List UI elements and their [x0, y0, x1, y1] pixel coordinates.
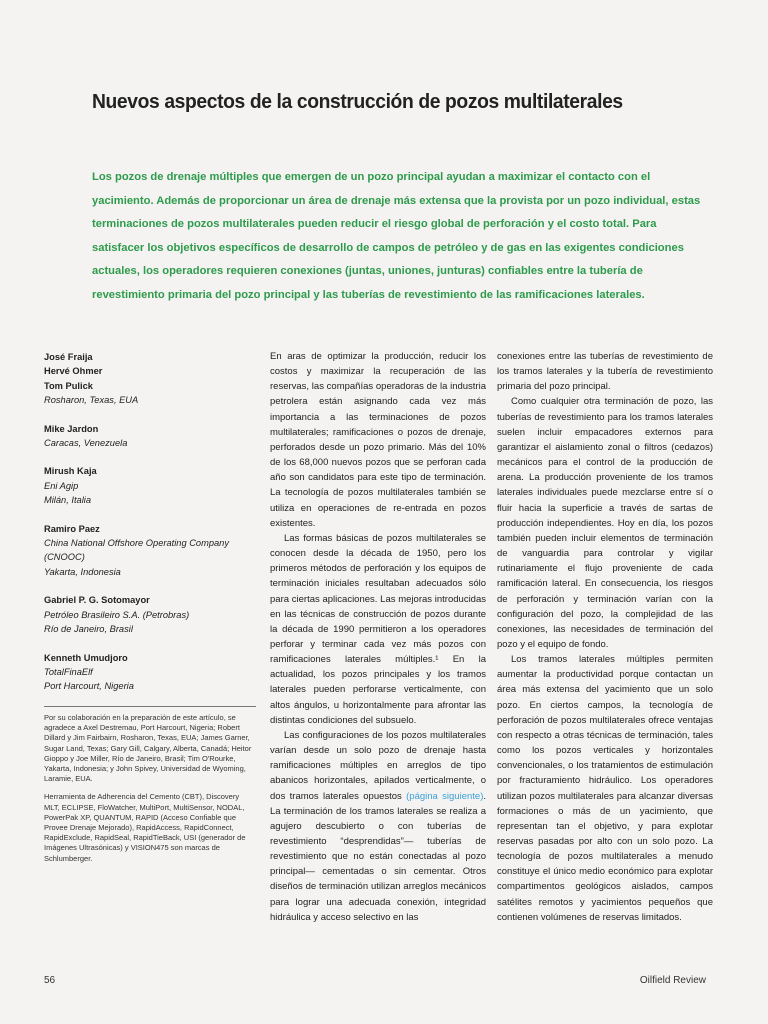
author-block: [44, 651, 256, 694]
acknowledgement-paragraph: Por su colaboración en la preparación de este artículo, se agradece a Axel Destremau, Port Harcourt, Nigeria; Robert Dillard y Jim Fairbairn, Rosharon, Texas, EUA; James Garner, Sugar Land, Texas; Gary Gill, Calgary, Alberta, Canadá; Heitor Gioppo y Joe Miller, Río de Janeiro, Brasil; Tim O'Rourke, Yakarta, Indonesia; y John Spivey, Universidad de Wyoming, Laramie, EUA.: [44, 713, 252, 784]
author-affiliation: Port Harcourt, Nigeria: [44, 681, 134, 692]
body-column-2: [270, 349, 486, 925]
publication-name: Oilfield Review: [639, 975, 706, 986]
body-column-3: [497, 349, 713, 925]
lead-paragraph: Los pozos de drenaje múltiples que emergen de un pozo principal ayudan a maximizar el contacto con el yacimiento. Además de proporcionar un área de drenaje más extensa que la provista por un pozo individual, estas terminaciones de pozos multilaterales pueden reducir el riesgo global de perforación y el costo total. Para satisfacer los objetivos específicos de desarrollo de campos de petróleo y de gas en las exigentes condiciones actuales, los operadores requieren conexiones (juntas, uniones, junturas) confiables entre la tubería de revestimiento primaria del pozo principal y las tuberías de revestimiento de las ramificaciones laterales.: [92, 171, 701, 301]
author-affiliation: Río de Janeiro, Brasil: [44, 624, 133, 635]
author-affiliation: Petróleo Brasileiro S.A. (Petrobras): [44, 609, 190, 620]
author-affiliation: Caracas, Venezuela: [44, 438, 128, 449]
author-name: Gabriel P. G. Sotomayor: [44, 595, 150, 606]
author-name: José Fraija: [44, 352, 93, 362]
author-name: Kenneth Umudjoro: [44, 652, 128, 663]
author-block: [44, 522, 256, 580]
article-title: Nuevos aspectos de la construcción de pozos multilaterales: [92, 90, 623, 113]
author-affiliation: China National Offshore Operating Company (CNOOC): [44, 538, 230, 563]
author-name: Hervé Ohmer: [44, 366, 103, 377]
author-list: [44, 350, 256, 708]
author-affiliation: Eni Agip: [44, 480, 79, 491]
body-paragraph: [270, 728, 486, 925]
author-affiliation: Milán, Italia: [44, 495, 92, 506]
author-name: Mirush Kaja: [44, 466, 97, 477]
author-affiliation: Yakarta, Indonesia: [44, 566, 121, 577]
author-block: [44, 593, 256, 636]
body-paragraph: Los tramos laterales múltiples permiten aumentar la productividad porque contactan un área más extensa del yacimiento que un solo pozo. En ciertos campos, la tecnología de perforación de pozos multilaterales ofrece ventajas con respecto a otras técnicas de terminación, tales como los pozos verticales y horizontales convencionales, o los tratamientos de estimulación por fracturamiento hidráulico. Los operadores utilizan pozos multilaterales para alcanzar diversas formaciones o más de un yacimiento, que representan tan el objetivo, y para explotar reservas pasadas por alto con un solo pozo. La tecnología de pozos multilaterales a menudo constituye el único medio económico para explotar compartimentos geológicos aislados, campos satélites remotos y yacimientos pequeños que contienen volúmenes de reservas limitados.: [497, 654, 713, 923]
author-block: [44, 422, 256, 451]
author-affiliation: Rosharon, Texas, EUA: [44, 395, 139, 406]
article-lead: [92, 166, 704, 308]
body-paragraph: conexiones entre las tuberías de revestimiento de los tramos laterales y la tubería de revestimiento primaria del pozo principal.: [497, 351, 713, 393]
body-text: Las configuraciones de los pozos multilaterales varían desde un solo pozo de drenaje hasta ramificaciones múltiples en arreglos de tipo abanicos horizontales, apilados verticalmente, o dos tramos laterales opuestos: [270, 729, 486, 802]
figure-reference-link[interactable]: (página siguiente): [406, 790, 484, 802]
author-block: [44, 464, 256, 507]
author-block: [44, 350, 256, 408]
body-paragraph: Como cualquier otra terminación de pozo, las tuberías de revestimiento para los tramos laterales suelen incluir empacadores externos para garantizar el aislamiento zonal o filtros (cedazos) mecánicos para el control de la producción de arena. La producción proveniente de los tramos laterales individuales puede mezclarse entre sí o fluir hacia la superficie a través de sartas de producción independientes. Hoy en día, los pozos también pueden incluir elementos de terminación de vanguardia para controlar y vigilar rutinariamente el flujo proveniente de cada ramificación lateral. En consecuencia, los riesgos de perforación y terminación varían con la configuración del pozo, la complejidad de las conexiones, las necesidades de terminación del pozo y el equipo de fondo.: [497, 396, 713, 650]
acknowledgements-note: [44, 706, 256, 872]
body-paragraph: En aras de optimizar la producción, reducir los costos y maximizar la recuperación de las reservas, las compañías operadoras de la industria petrolera están asignando cada vez más importancia a las terminaciones de pozos multilaterales; ramificaciones o pozos de drenaje, perforados desde un pozo primario. Más del 10% de los 68,000 nuevos pozos que se perforan cada año son candidatos para este tipo de terminación. La tecnología de pozos multilaterales también se utiliza en operaciones de re-entrada en pozos existentes.: [270, 351, 486, 529]
trademark-paragraph: Herramienta de Adherencia del Cemento (CBT), Discovery MLT, ECLIPSE, FloWatcher, MultiPort, MultiSensor, NODAL, PowerPak XP, QUANTUM, RAPID (Acceso Confiable que Provee Drenaje Mejorado), RapidAccess, RapidConnect, RapidExclude, RapidSeal, RapidTieBack, USI (generador de Imágenes Ultrasónicas) y VISION475 son marcas de Schlumberger.: [44, 792, 246, 863]
author-name: Tom Pulick: [44, 380, 93, 391]
body-text: . La terminación de los tramos laterales se realiza a agujero descubierto o con tuberías de revestimiento “desprendidas”— tuberías de revestimiento que no están conectadas al pozo principal— cementadas o sin cementar. Otros diseños de terminación utilizan arreglos mecánicos para lograr una adecuada conexión, integridad hidráulica y acceso selectivo en las: [270, 790, 486, 923]
author-name: Mike Jardon: [44, 423, 99, 434]
body-paragraph: Las formas básicas de pozos multilaterales se conocen desde la década de 1950, pero los primeros métodos de perforación y los equipos de terminación iniciales resultaban adecuados sólo para ciertas aplicaciones. Las mejoras introducidas en las técnicas de construcción de pozos durante la década de 1990 permitieron a los operadores perforar y terminar cada vez más pozos con ramificaciones laterales múltiples.¹ En la actualidad, los pozos principales y los tramos laterales pueden perforarse verticalmente, con altos ángulos, u horizontalmente para afrontar las distintas condiciones del subsuelo.: [270, 532, 486, 726]
author-name: Ramiro Paez: [44, 523, 100, 534]
author-affiliation: TotalFinaElf: [44, 666, 93, 677]
page-number: 56: [44, 975, 56, 986]
